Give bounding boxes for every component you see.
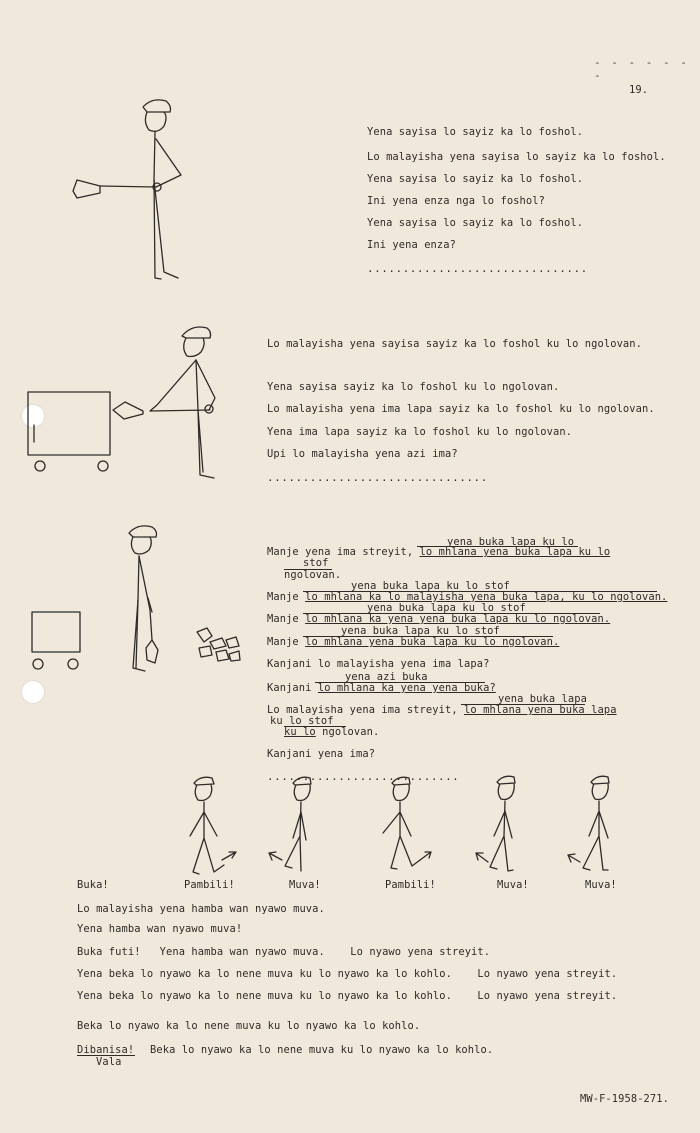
overline-text: stof <box>303 557 329 569</box>
answer-dots: ........................... <box>267 770 460 783</box>
punch-hole <box>22 681 44 703</box>
walk-label: Muva! <box>497 879 529 891</box>
question: Kanjani lo malayisha yena ima lapa? <box>267 658 490 670</box>
text-line: Beka lo nyawo ka lo nene muva ku lo nyawo ka lo kohlo. <box>77 1020 421 1032</box>
text-line: Manje lo mhlana ka yena yena buka lapa ku lo ngolovan. <box>267 613 611 625</box>
punch-hole <box>22 405 44 427</box>
text-line: Lo malayisha yena sayisa lo sayiz ka lo foshol. <box>367 151 666 163</box>
text-line: Yena sayisa sayiz ka lo foshol ku lo ngolovan. <box>267 381 560 393</box>
text-line: Yena beka lo nyawo ka lo nene muva ku lo nyawo ka lo kohlo. Lo nyawo yena streyit. <box>77 968 618 980</box>
walk-label: Muva! <box>289 879 321 891</box>
page-number: 19. <box>629 84 649 96</box>
text-line: Ini yena enza nga lo foshol? <box>367 195 545 207</box>
text-line: Yena ima lapa sayiz ka lo foshol ku lo ngolovan. <box>267 426 573 438</box>
text-line: Lo malayisha yena hamba wan nyawo muva. <box>77 903 325 915</box>
walk-label: Buka! <box>77 879 109 891</box>
question: Kanjani lo mhlana ka yena yena buka? <box>267 682 496 694</box>
overline-text: yena buka lapa ku lo stof <box>351 580 510 592</box>
text-line: Manje yena ima streyit, lo mhlana yena buka lapa ku lo <box>267 546 611 558</box>
overline-text: ku lo stof <box>270 715 334 727</box>
overline-text: yena buka lapa ku lo stof <box>367 602 526 614</box>
overline-text: yena buka lapa ku lo <box>447 536 575 548</box>
text-line: Lo malayisha yena ima streyit, lo mhlana yena buka lapa <box>267 704 617 716</box>
text-line: Yena beka lo nyawo ka lo nene muva ku lo nyawo ka lo kohlo. Lo nyawo yena streyit. <box>77 990 618 1002</box>
overline-text: yena buka lapa ku lo stof <box>341 625 500 637</box>
text-line: Ini yena enza? <box>367 239 456 251</box>
text-line: Upi lo malayisha yena azi ima? <box>267 448 458 460</box>
walk-label: Pambili! <box>184 879 235 891</box>
text-line: Manje lo mhlana ka lo malayisha yena buka lapa, ku lo ngolovan. <box>267 591 668 603</box>
text-line: Yena sayisa lo sayiz ka lo foshol. <box>367 173 584 185</box>
text-line: Lo malayisha yena ima lapa sayiz ka lo foshol ku lo ngolovan. <box>267 403 655 415</box>
answer-dots: ............................... <box>367 262 588 275</box>
walk-label: Muva! <box>585 879 617 891</box>
dibanisa-word: Dibanisa! <box>77 1044 135 1056</box>
question: Kanjani yena ima? <box>267 748 376 760</box>
overline-text: yena azi buka <box>345 671 428 683</box>
text-line: Buka futi! Yena hamba wan nyawo muva. Lo nyawo yena streyit. <box>77 946 491 958</box>
text-line: Yena sayisa lo sayiz ka lo foshol. <box>367 126 584 138</box>
overline-text: yena buka lapa <box>498 693 587 705</box>
header-dashes: - - - - - - - <box>594 56 689 82</box>
text-line: Manje lo mhlana yena buka lapa ku lo ngolovan. <box>267 636 560 648</box>
document-code: MW-F-1958-271. <box>580 1093 669 1105</box>
text-line: ku lo ngolovan. <box>284 726 380 738</box>
text-line: Yena hamba wan nyawo muva! <box>77 923 243 935</box>
text-line: Beka lo nyawo ka lo nene muva ku lo nyawo ka lo kohlo. <box>150 1044 494 1056</box>
text-line: ngolovan. <box>284 569 342 581</box>
walking-figures-illustration <box>0 0 1 1</box>
answer-dots: ............................... <box>267 471 488 484</box>
text-line: Lo malayisha yena sayisa sayiz ka lo foshol ku lo ngolovan. <box>267 338 642 350</box>
vala-word: Vala <box>96 1056 122 1068</box>
walk-label: Pambili! <box>385 879 436 891</box>
text-line: Yena sayisa lo sayiz ka lo foshol. <box>367 217 584 229</box>
